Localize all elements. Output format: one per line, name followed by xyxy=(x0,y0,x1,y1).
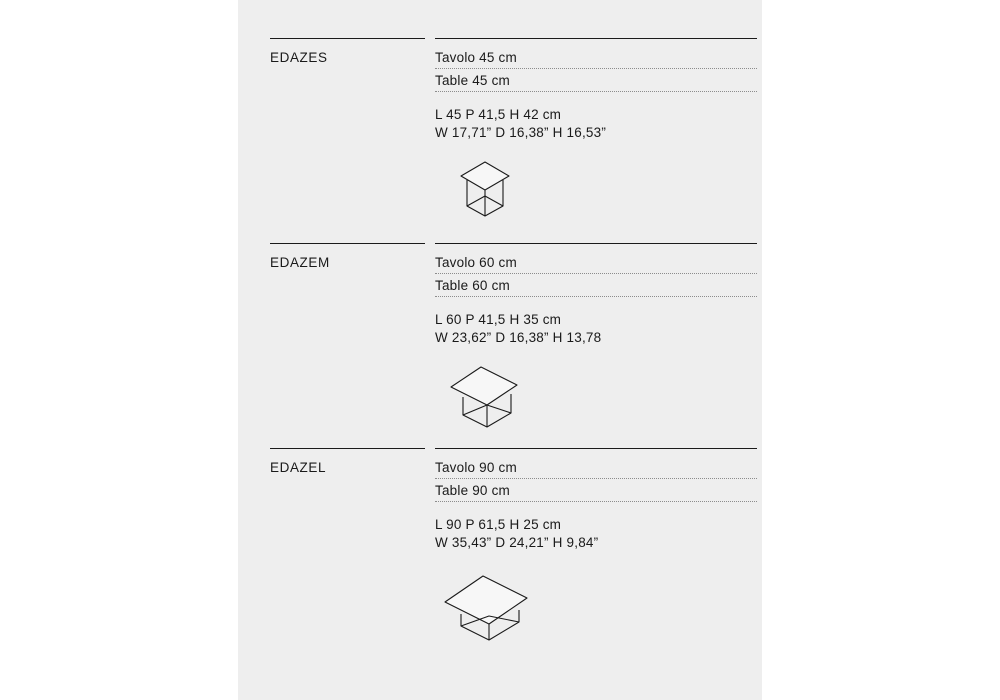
product-dimensions-block xyxy=(435,516,757,552)
row-divider-code xyxy=(270,243,425,244)
product-code: EDAZEL xyxy=(270,460,327,475)
row-divider-code xyxy=(270,38,425,39)
product-name-block xyxy=(435,50,757,96)
product-name-en: Table 90 cm xyxy=(435,483,757,502)
product-name-block xyxy=(435,460,757,506)
product-dimensions-block xyxy=(435,311,757,347)
product-name-block xyxy=(435,255,757,301)
dimensions-imperial: W 23,62” D 16,38” H 13,78 xyxy=(435,330,602,345)
table-row xyxy=(238,448,762,653)
table-60-isometric-icon xyxy=(423,363,553,443)
table-row xyxy=(238,243,762,448)
product-dimensions-block xyxy=(435,106,757,142)
product-name-it: Tavolo 45 cm xyxy=(435,50,757,69)
product-name-it: Tavolo 90 cm xyxy=(435,460,757,479)
dimensions-metric: L 90 P 61,5 H 25 cm xyxy=(435,517,562,532)
table-45-isometric-icon xyxy=(423,158,553,238)
row-divider-text xyxy=(435,38,757,39)
product-code: EDAZEM xyxy=(270,255,330,270)
row-divider-text xyxy=(435,243,757,244)
product-name-it: Tavolo 60 cm xyxy=(435,255,757,274)
product-name-en: Table 45 cm xyxy=(435,73,757,92)
product-name-en: Table 60 cm xyxy=(435,278,757,297)
dimensions-metric: L 60 P 41,5 H 35 cm xyxy=(435,312,562,327)
row-divider-text xyxy=(435,448,757,449)
row-divider-code xyxy=(270,448,425,449)
table-90-isometric-icon xyxy=(423,568,553,648)
dimensions-imperial: W 35,43” D 24,21” H 9,84” xyxy=(435,535,599,550)
product-code: EDAZES xyxy=(270,50,328,65)
spec-row-list xyxy=(238,0,762,700)
dimensions-metric: L 45 P 41,5 H 42 cm xyxy=(435,107,562,122)
dimensions-imperial: W 17,71” D 16,38” H 16,53” xyxy=(435,125,607,140)
table-row xyxy=(238,38,762,243)
